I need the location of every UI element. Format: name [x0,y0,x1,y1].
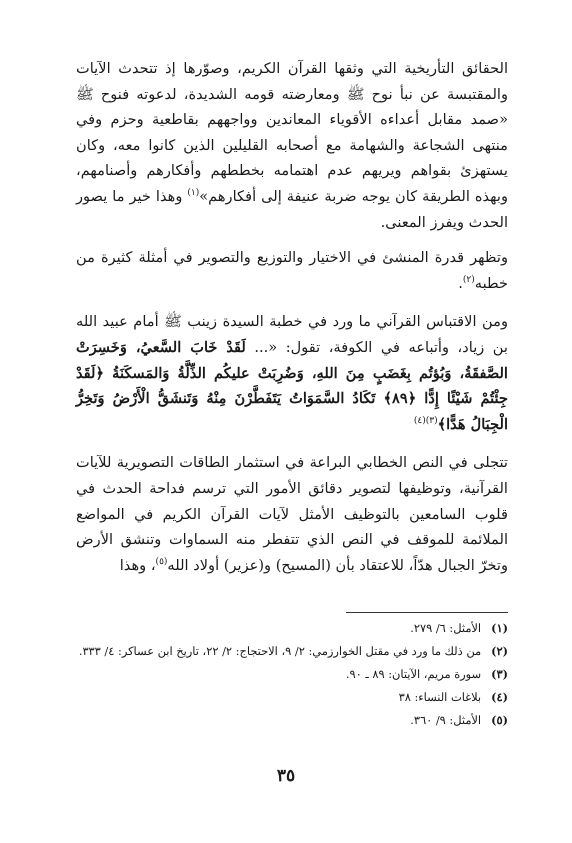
quran-quote: لَقَدْ خَابَ السَّعيُ، وَخَسِرَتْ الصَّفقَةُ، وَبُؤتُم بِغَضَبٍ مِنَ اللهِ، وَضُرِبَتْ عليكُم الذِّلَّةُ وَالمَسكَنَةُ ﴿لَقَدْ جِئْتُمْ شَيْئًا إِدًّا ﴿٨٩﴾ تَكَادُ السَّمَوَاتُ يَتَفَطَّرْنَ مِنْهُ وَتَنشَقُّ الْأَرْضُ وَتَخِرُّ الْجِبَالُ هَدًّا﴾ [76,338,508,433]
footnotes-section [76,612,508,735]
footnote-number: (٤) [491,690,508,704]
footnote-ref-1[interactable]: (١) [187,188,200,199]
footnote-list [76,612,508,728]
footnote-text: الأمثل: ٦/ ٢٧٩. [410,621,482,635]
footnote-ref-2[interactable]: (٢) [462,274,475,285]
footnote-5 [76,712,508,728]
paragraph-1 [76,56,508,235]
footnote-4 [76,689,508,705]
footnote-number: (٣) [491,667,508,681]
paragraph-4-tail: ، وهذا [119,556,156,574]
page-number: ٣٥ [276,766,296,786]
footnote-number: (١) [491,621,508,635]
footnote-number: (٥) [491,713,508,727]
paragraph-3-text: ومن الاقتباس القرآني ما ورد في خطبة السيدة زينب ﷺ أمام عبيد الله بن زياد، وأتباعه في الكوفة، تقول: «... [76,313,508,356]
footnote-ref-5[interactable]: (٥) [155,556,168,567]
paragraph-2 [76,245,508,296]
footnote-number: (٢) [491,644,508,658]
paragraph-3 [76,309,508,437]
footnote-text: سورة مريم، الآيتان: ٨٩ ـ ٩٠. [345,667,482,681]
footnote-1 [76,620,508,636]
footnote-2 [76,643,508,659]
paragraph-1-tail: وهذا خير ما يصور الحدث ويفرز المعنى. [76,187,508,231]
footnote-text: من ذلك ما ورد في مقتل الخوارزمي: ٢/ ٩، الاحتجاج: ٢/ ٢٢، تاريخ ابن عساكر: ٤/ ٣٣٣. [78,644,482,658]
footnote-3 [76,666,508,682]
paragraph-2-text: وتظهر قدرة المنشئ في الاختيار والتوزيع والتصوير في أمثلة كثيرة من خطبه [76,249,508,292]
paragraph-4 [76,450,508,578]
paragraph-4-text: تتجلى في النص الخطابي البراعة في استثمار الطاقات التصويرية للآيات القرآنية، وتوظيفها لتصوير دقائق الأمور التي ترسم فداحة الحدث في قلوب السامعين بالتوظيف الأمثل لآيات القرآن الكريم في المواضع الملائمة للموقف في النص الذي تتفطر منه السماوات وتنشق الأرض وتخرّ الجبال هدّاً، للاعتقاد بأن (المسيح) و(عزير) أولاد الله [76,454,508,574]
paragraph-1-text: الحقائق التأريخية التي وثقها القرآن الكريم، وصوّرها إذ تتحدث الآيات والمقتبسة عن نبأ نوح ﷺ ومعارضته قومه الشديدة، لدعوته فنوح ﷺ «صمد مقابل أعداءه الأقوياء المعاندين وواجههم بقاطعية وحزم وفي منتهى الشجاعة والشهامة مع أصحابه القليلين الذين كانوا معه، وكان يستهزئ بقواهم ويريهم عدم اهتمامه بخططهم وأفكارهم وأصنامهم، وبهذه الطريقة كان يوجه ضربة عنيفة إلى أفكارهم» [76,60,509,205]
footnote-text: الأمثل: ٩/ ٣٦٠. [410,713,482,727]
paragraph-2-tail: . [458,274,463,292]
page-body [76,56,508,591]
footnote-ref-3-4[interactable]: (٣)(٤) [413,415,438,426]
footnote-divider [346,612,508,613]
footnote-text: بلاغات النساء: ٣٨ [398,690,482,704]
